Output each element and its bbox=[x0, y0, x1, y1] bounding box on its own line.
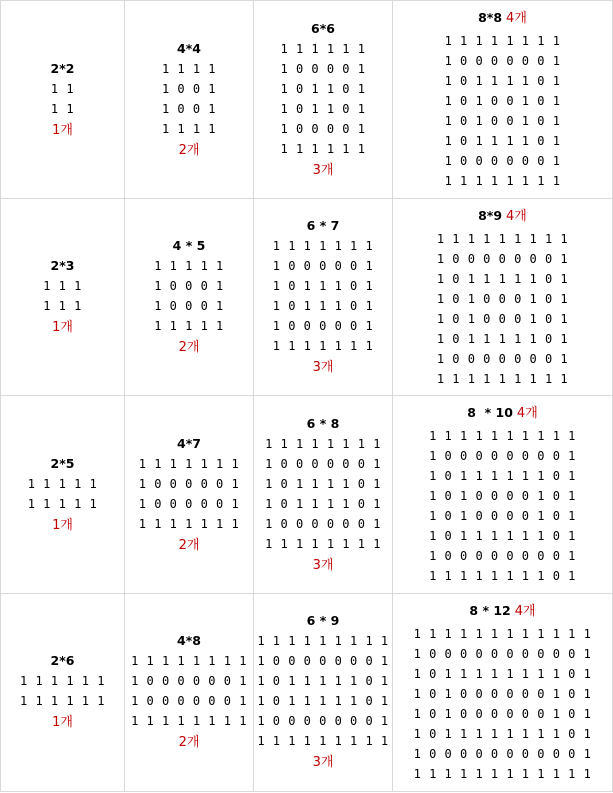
grid-row: 1 1 1 1 1 1 1 bbox=[138, 456, 240, 471]
grid-row: 1 1 bbox=[50, 81, 75, 96]
pattern-heading bbox=[429, 403, 576, 424]
table-row bbox=[1, 396, 613, 593]
pattern-block bbox=[154, 236, 224, 358]
grid-row: 1 0 1 0 0 1 0 1 bbox=[444, 94, 561, 109]
grid-row: 1 0 1 0 0 0 0 1 0 1 bbox=[429, 509, 576, 524]
grid-row: 1 0 1 1 1 1 0 1 bbox=[444, 74, 561, 89]
table-cell bbox=[393, 1, 613, 199]
pattern-block bbox=[265, 414, 381, 576]
grid-row: 1 1 1 bbox=[43, 279, 82, 294]
grid-row: 1 1 1 1 1 1 1 1 1 1 1 1 bbox=[413, 766, 592, 781]
pattern-block bbox=[273, 216, 373, 378]
grid-size-label: 6 * 7 bbox=[306, 218, 340, 234]
table-cell bbox=[1, 1, 125, 199]
grid-row: 1 0 1 1 1 0 1 bbox=[272, 299, 374, 314]
grid-row: 1 1 1 1 1 1 bbox=[280, 41, 366, 56]
pattern-block bbox=[257, 611, 388, 773]
pattern-block bbox=[131, 631, 247, 753]
table-row bbox=[1, 199, 613, 396]
grid-row: 1 1 1 1 1 1 1 1 bbox=[131, 654, 247, 669]
table-cell bbox=[254, 199, 393, 396]
pattern-heading bbox=[131, 631, 247, 649]
grid-row: 1 0 1 0 0 0 0 0 0 1 0 1 bbox=[413, 686, 592, 701]
table-row bbox=[1, 593, 613, 791]
table-cell bbox=[125, 593, 254, 791]
table-cell bbox=[393, 199, 613, 396]
grid-row: 1 0 1 1 0 1 bbox=[280, 101, 366, 116]
grid-row: 1 1 1 1 1 1 bbox=[280, 141, 366, 156]
pattern-block bbox=[139, 434, 239, 556]
table-cell bbox=[1, 396, 125, 593]
grid-row: 1 0 1 0 0 1 0 1 bbox=[444, 114, 561, 129]
pattern-heading bbox=[273, 216, 373, 234]
pattern-heading bbox=[445, 8, 561, 29]
grid-row: 1 0 1 1 1 1 0 1 bbox=[444, 134, 561, 149]
grid-size-label: 8*9 bbox=[478, 207, 503, 223]
grid-row: 1 0 1 1 1 1 1 1 1 1 0 1 bbox=[413, 666, 592, 681]
table-cell bbox=[125, 1, 254, 199]
table-cell bbox=[1, 593, 125, 791]
grid-row: 1 0 0 1 bbox=[161, 81, 217, 96]
pattern-heading bbox=[265, 414, 381, 432]
table-cell bbox=[254, 593, 393, 791]
count-label: 4개 bbox=[514, 603, 536, 619]
grid-row: 1 0 0 0 0 0 0 1 bbox=[131, 674, 247, 689]
count-label: 2개 bbox=[178, 340, 200, 356]
grid-row: 1 0 1 1 1 1 1 0 1 bbox=[436, 331, 569, 346]
pattern-block bbox=[28, 454, 98, 536]
pattern-block bbox=[437, 206, 568, 389]
pattern-block bbox=[43, 256, 82, 338]
pattern-block bbox=[445, 8, 561, 191]
grid-row: 1 1 1 1 1 1 1 1 1 bbox=[257, 734, 389, 749]
grid-row: 1 0 0 0 0 0 0 1 bbox=[265, 456, 381, 471]
grid-row: 1 0 0 0 0 0 0 1 bbox=[444, 154, 561, 169]
grid-row: 1 1 1 1 1 bbox=[154, 319, 224, 334]
count-label: 1개 bbox=[52, 715, 73, 731]
table-cell bbox=[393, 396, 613, 593]
pattern-heading bbox=[28, 454, 98, 472]
grid-row: 1 1 1 1 1 1 bbox=[20, 674, 105, 689]
grid-size-label: 8 * 10 bbox=[467, 405, 513, 421]
pattern-heading bbox=[437, 206, 568, 227]
grid-row: 1 1 1 1 1 1 1 1 1 1 bbox=[429, 429, 576, 444]
count-label: 3개 bbox=[312, 360, 334, 376]
grid-row: 1 0 1 0 0 0 0 1 0 1 bbox=[429, 489, 576, 504]
pattern-heading bbox=[139, 434, 239, 452]
grid-size-label: 4*7 bbox=[177, 435, 201, 451]
grid-row: 1 0 1 0 0 0 1 0 1 bbox=[436, 291, 569, 306]
grid-row: 1 0 0 0 0 0 0 0 0 0 0 1 bbox=[413, 646, 592, 661]
grid-row: 1 1 1 1 1 1 1 bbox=[272, 339, 374, 354]
grid-row: 1 0 0 0 0 0 0 1 bbox=[265, 516, 381, 531]
grid-row: 1 1 1 1 1 bbox=[27, 496, 98, 511]
grid-row: 1 0 0 0 0 0 0 0 0 1 bbox=[429, 549, 576, 564]
count-label: 3개 bbox=[312, 557, 334, 573]
grid-row: 1 0 1 1 1 1 0 1 bbox=[265, 496, 381, 511]
grid-row: 1 0 0 1 bbox=[161, 101, 217, 116]
count-label: 1개 bbox=[52, 320, 73, 336]
grid-row: 1 1 1 1 1 1 1 1 bbox=[265, 436, 381, 451]
pattern-block bbox=[281, 19, 366, 181]
pattern-heading bbox=[281, 19, 366, 37]
grid-row: 1 1 1 1 1 1 1 bbox=[138, 516, 240, 531]
grid-size-label: 4 * 5 bbox=[172, 238, 206, 254]
grid-row: 1 0 0 0 0 0 0 0 1 bbox=[257, 714, 389, 729]
grid-row: 1 0 0 0 0 1 bbox=[280, 121, 366, 136]
count-label: 2개 bbox=[178, 537, 200, 553]
grid-row: 1 0 1 0 0 0 0 0 0 1 0 1 bbox=[413, 706, 592, 721]
table-cell bbox=[1, 199, 125, 396]
table-cell bbox=[125, 199, 254, 396]
grid-row: 1 0 0 0 0 0 1 bbox=[138, 476, 240, 491]
grid-size-label: 2*3 bbox=[50, 258, 75, 274]
grid-row: 1 0 0 0 0 0 0 0 0 1 bbox=[429, 449, 576, 464]
grid-row: 1 1 1 1 1 1 1 1 bbox=[265, 536, 381, 551]
grid-row: 1 1 1 1 1 1 1 1 1 1 1 1 bbox=[413, 626, 592, 641]
grid-row: 1 1 1 1 1 1 1 bbox=[272, 239, 374, 254]
grid-size-label: 2*6 bbox=[50, 653, 75, 669]
grid-row: 1 1 1 bbox=[43, 299, 82, 314]
grid-row: 1 0 1 1 0 1 bbox=[280, 81, 366, 96]
count-label: 4개 bbox=[516, 406, 538, 422]
pattern-heading bbox=[162, 39, 216, 57]
grid-row: 1 1 1 1 bbox=[161, 121, 217, 136]
grid-row: 1 0 0 0 0 1 bbox=[280, 61, 366, 76]
count-label: 2개 bbox=[178, 735, 200, 751]
grid-size-label: 4*4 bbox=[177, 40, 201, 56]
grid-row: 1 0 0 0 0 0 0 1 bbox=[444, 54, 561, 69]
grid-row: 1 0 0 0 0 0 0 0 1 bbox=[436, 351, 569, 366]
count-label: 4개 bbox=[506, 11, 527, 27]
grid-size-label: 6*6 bbox=[311, 20, 335, 36]
grid-row: 1 0 1 1 1 1 1 0 1 bbox=[257, 694, 389, 709]
grid-row: 1 1 1 1 1 1 1 1 bbox=[444, 174, 561, 189]
grid-size-label: 8 * 12 bbox=[469, 602, 511, 618]
count-label: 1개 bbox=[52, 122, 73, 138]
grid-row: 1 0 1 1 1 1 1 0 1 bbox=[436, 271, 569, 286]
grid-size-label: 2*2 bbox=[50, 60, 75, 76]
grid-row: 1 1 1 1 1 1 1 1 bbox=[444, 34, 561, 49]
count-label: 3개 bbox=[312, 162, 334, 178]
grid-row: 1 0 0 0 0 0 1 bbox=[272, 259, 374, 274]
grid-row: 1 0 1 0 0 0 1 0 1 bbox=[436, 311, 569, 326]
grid-row: 1 1 1 1 1 bbox=[154, 259, 224, 274]
count-label: 2개 bbox=[178, 142, 200, 158]
grid-row: 1 0 1 1 1 0 1 bbox=[272, 279, 374, 294]
grid-row: 1 0 0 0 0 0 0 0 0 0 0 1 bbox=[413, 746, 592, 761]
grid-size-label: 4*8 bbox=[177, 633, 201, 649]
table-cell bbox=[393, 593, 613, 791]
grid-row: 1 0 1 1 1 1 1 1 1 1 0 1 bbox=[413, 726, 592, 741]
pattern-heading bbox=[43, 256, 82, 274]
grid-row: 1 0 1 1 1 1 1 1 0 1 bbox=[429, 469, 576, 484]
grid-row: 1 1 bbox=[50, 101, 75, 116]
table-cell bbox=[254, 396, 393, 593]
grid-row: 1 1 1 1 1 1 1 1 bbox=[131, 714, 247, 729]
pattern-block bbox=[162, 39, 216, 161]
table-cell bbox=[254, 1, 393, 199]
grid-row: 1 1 1 1 1 1 bbox=[20, 694, 105, 709]
grid-size-label: 6 * 8 bbox=[306, 415, 340, 431]
count-label: 1개 bbox=[52, 517, 73, 533]
pattern-block bbox=[51, 59, 75, 141]
pattern-heading bbox=[51, 59, 75, 77]
grid-row: 1 0 0 0 0 0 0 0 1 bbox=[436, 251, 569, 266]
grid-row: 1 0 0 0 0 0 1 bbox=[272, 319, 374, 334]
table-cell bbox=[125, 396, 254, 593]
grid-row: 1 0 0 0 1 bbox=[154, 279, 224, 294]
grid-row: 1 0 0 0 1 bbox=[154, 299, 224, 314]
grid-size-label: 8*8 bbox=[478, 10, 503, 26]
grid-row: 1 0 1 1 1 1 1 0 1 bbox=[257, 674, 389, 689]
pattern-block bbox=[429, 403, 576, 586]
grid-row: 1 0 0 0 0 0 1 bbox=[138, 496, 240, 511]
grid-row: 1 1 1 1 1 1 1 1 1 bbox=[257, 634, 389, 649]
grid-row: 1 0 0 0 0 0 0 0 1 bbox=[257, 654, 389, 669]
grid-row: 1 1 1 1 1 1 1 1 1 bbox=[436, 371, 569, 386]
grid-row: 1 0 0 0 0 0 0 1 bbox=[131, 694, 247, 709]
grid-row: 1 1 1 1 1 bbox=[27, 476, 98, 491]
grid-size-label: 2*5 bbox=[50, 455, 75, 471]
pattern-heading bbox=[154, 236, 224, 254]
grid-row: 1 1 1 1 1 1 1 1 0 1 bbox=[429, 569, 576, 584]
table-row bbox=[1, 1, 613, 199]
grid-row: 1 1 1 1 1 1 1 1 1 bbox=[436, 231, 569, 246]
grid-row: 1 0 1 1 1 1 1 1 0 1 bbox=[429, 529, 576, 544]
grid-row: 1 1 1 1 bbox=[161, 61, 217, 76]
pattern-block bbox=[414, 601, 592, 784]
pattern-heading bbox=[414, 601, 592, 622]
pattern-heading bbox=[20, 651, 105, 669]
count-label: 4개 bbox=[506, 208, 527, 224]
grid-size-label: 6 * 9 bbox=[306, 613, 340, 629]
pattern-heading bbox=[257, 611, 388, 629]
pattern-block bbox=[20, 651, 105, 733]
grid-row: 1 0 1 1 1 1 0 1 bbox=[265, 476, 381, 491]
count-label: 3개 bbox=[312, 755, 334, 771]
